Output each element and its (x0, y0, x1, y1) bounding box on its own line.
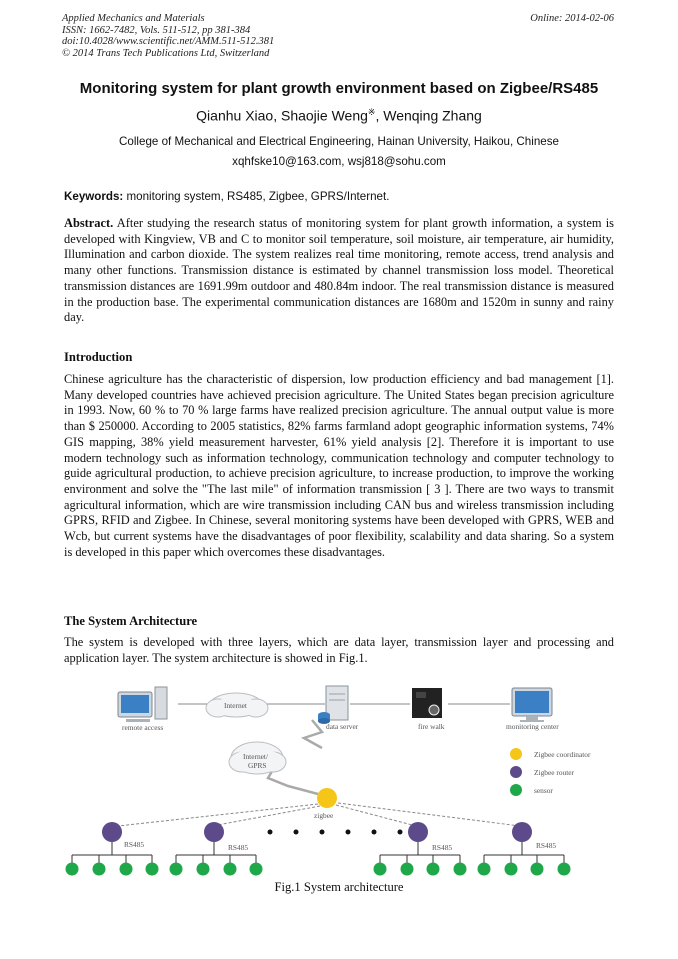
system-architecture-figure (60, 682, 620, 880)
internet-gprs-label-2: GPRS (248, 761, 267, 770)
sensor-node (146, 863, 159, 876)
legend-sensor-label: sensor (534, 786, 553, 795)
keywords-label: Keywords: (64, 190, 124, 203)
legend-router-swatch (510, 766, 522, 778)
online-date: Online: 2014-02-06 (530, 13, 614, 24)
legend-router-label: Zigbee router (534, 768, 575, 777)
internet-gprs-label-1: Internet/ (243, 752, 269, 761)
sensor-node (93, 863, 106, 876)
firewall-icon (412, 688, 442, 718)
zigbee-router-node (408, 822, 428, 842)
monitoring-center-monitor-icon (512, 688, 552, 722)
sensor-node (170, 863, 183, 876)
sensor-node (197, 863, 210, 876)
sensor-node (531, 863, 544, 876)
router-group-3 (374, 822, 467, 876)
rs485-label: RS485 (536, 841, 557, 850)
sensor-node (454, 863, 467, 876)
section-heading-introduction: Introduction (64, 350, 133, 364)
rs485-label: RS485 (124, 840, 145, 849)
router-group-2 (170, 822, 263, 876)
corresponding-mark: ※ (367, 107, 376, 117)
legend-coordinator-label: Zigbee coordinator (534, 750, 591, 759)
zigbee-router-node (512, 822, 532, 842)
internet-label: Internet (224, 701, 247, 710)
firewall-label: fire walk (418, 722, 445, 731)
legend-coordinator-swatch (510, 748, 522, 760)
author-names-1: Qianhu Xiao, Shaojie Weng (196, 107, 368, 124)
section-heading-architecture: The System Architecture (64, 614, 198, 628)
remote-access-computer-icon (118, 687, 167, 722)
data-server-icon (318, 686, 348, 724)
zigbee-router-node (102, 822, 122, 842)
abstract (64, 216, 614, 326)
author-emails: xqhfske10@163.com, wsj818@sohu.com (232, 155, 446, 168)
doi-line: doi:10.4028/www.scientific.net/AMM.511-512.381 (62, 36, 275, 48)
abstract-text: After studying the research status of monitoring system for plant growth information, a system is developed with Kingview, VB and C to monitor soil temperature, soil moisture, air temperature, air humidity, Illumination and carbon dioxide. The system realizes real time monitoring, remote access, trend analysis and many other functions. Transmission distance is estimated by channel transmission loss model. Theoretical transmission distances are 1691.99m outdoor and 480.84m indoor. The real transmission distance is measured in the production base. The experimental communication distances are 1680m and 1520m in sunny and rainy day. (64, 216, 614, 325)
zigbee-label: zigbee (314, 811, 334, 820)
sensor-node (478, 863, 491, 876)
figure-caption: Fig.1 System architecture (274, 880, 404, 894)
sensor-node (224, 863, 237, 876)
monitoring-center-label: monitoring center (506, 722, 559, 731)
sensor-node (505, 863, 518, 876)
sensor-node (401, 863, 414, 876)
paper-title: Monitoring system for plant growth environment based on Zigbee/RS485 (79, 80, 599, 97)
author-list (0, 107, 678, 124)
author-names-2: , Wenqing Zhang (375, 107, 482, 124)
zigbee-coordinator-node (317, 788, 337, 808)
sensor-node (66, 863, 79, 876)
keywords (64, 190, 389, 203)
sensor-node (374, 863, 387, 876)
zigbee-router-node (204, 822, 224, 842)
rs485-label: RS485 (432, 843, 453, 852)
sensor-node (427, 863, 440, 876)
journal-name: Applied Mechanics and Materials (62, 13, 205, 24)
sensor-node (558, 863, 571, 876)
data-server-label: data server (326, 722, 359, 731)
rs485-label: RS485 (228, 843, 249, 852)
architecture-paragraph: The system is developed with three layers, which are data layer, transmission layer and processing and application layer. The system architecture is showed in Fig.1. (64, 635, 614, 665)
abstract-label: Abstract. (64, 216, 114, 230)
sensor-node (120, 863, 133, 876)
remote-access-label: remote access (122, 723, 164, 732)
journal-header (62, 13, 274, 59)
introduction-paragraph: Chinese agriculture has the characteristic of dispersion, low production efficiency and bad management [1]. Many developed countries have achieved precision agriculture. The United States began precision agriculture in 1993. Now, 60 % to 70 % large farms have realized precision agriculture. The annual output value is more than $ 250000. According to 2005 statistics, 82% farms farmland adopt geographic information systems, 74% GIS mapping, 38% yield measurement harvester, 61% yield analysis [2]. Therefore it is important to use modern technology such as information technology, communication technology and computer technology to guide agricultural production, to achieve precision agriculture, to increase production, to improve the working environment and solve the "The last mile" of information transmission [ 3 ]. There are two ways to transmit agricultural information, which are wire transmission including CAN bus and wireless transmission including GPRS, RFID and Zigbee. In Chinese, several monitoring systems have been developed with GPRS, WEB and Wcb, but current systems have the disadvantages of poor flexibility, scalability and data sharing. So a system is developed in this paper which overcomes these disadvantages. (64, 372, 614, 559)
router-group-4 (478, 822, 571, 876)
copyright-line: © 2014 Trans Tech Publications Ltd, Switzerland (62, 47, 270, 59)
affiliation: College of Mechanical and Electrical Engineering, Hainan University, Haikou, Chinese (119, 135, 559, 148)
legend-sensor-swatch (510, 784, 522, 796)
router-group-1 (66, 822, 159, 876)
issn-line: ISSN: 1662-7482, Vols. 511-512, pp 381-384 (62, 24, 251, 36)
keywords-text: monitoring system, RS485, Zigbee, GPRS/Internet. (123, 190, 390, 203)
sensor-node (250, 863, 263, 876)
